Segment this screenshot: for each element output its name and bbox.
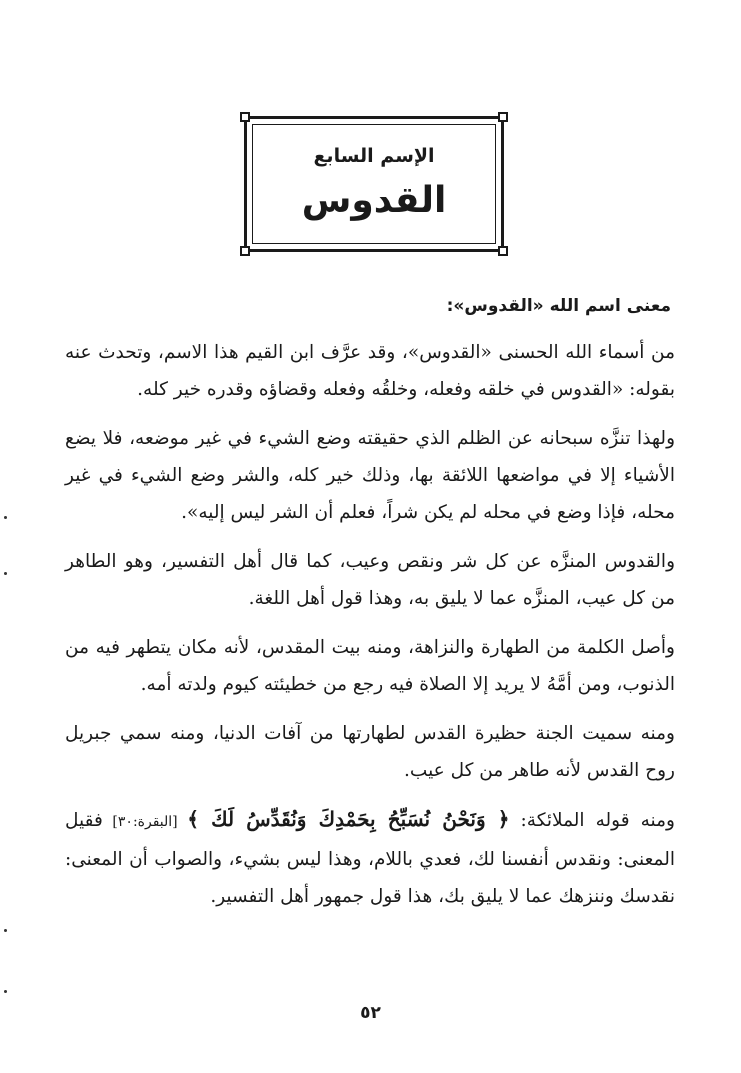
quran-verse: ﴿ وَنَحْنُ نُسَبِّحُ بِحَمْدِكَ وَنُقَدِّسُ لَكَ ﴾ [187, 807, 510, 831]
paragraph-2: ولهذا تنزَّه سبحانه عن الظلم الذي حقيقته وضع الشيء في غير موضعه، فلا يضع الأشياء إلا في مواضعها اللائقة بها، وذلك خير كله، والشر وضع الشيء في غير محله، فإذا وضع في محله لم يكن شراً، فعلم أن الشر ليس إليه». [65, 428, 675, 523]
chapter-label: الإسم السابع [313, 145, 435, 167]
margin-speck [4, 929, 7, 932]
chapter-name: القدوس [301, 180, 447, 221]
margin-speck [4, 516, 7, 519]
paragraph-3: والقدوس المنزَّه عن كل شر ونقص وعيب، كما قال أهل التفسير، وهو الطاهر من كل عيب، المنزَّه عما لا يليق به، وهذا قول أهل اللغة. [65, 551, 675, 609]
paragraph-6-rest: فقيل المعنى: ونقدس أنفسنا لك، فعدي باللام، وهذا ليس بشيء، والصواب أن المعنى: نقدسك وننزهك عما لا يليق بك، هذا قول جمهور أهل التفسير. [65, 810, 675, 907]
margin-speck [4, 572, 7, 575]
body-text [65, 334, 675, 927]
page-number: ٥٢ [360, 1003, 381, 1023]
frame-corner-ornament [240, 246, 250, 256]
verse-reference: [البقرة:٣٠] [102, 814, 188, 830]
frame-corner-ornament [498, 246, 508, 256]
paragraph-6-intro: ومنه قوله الملائكة: [509, 810, 675, 831]
paragraph-5: ومنه سميت الجنة حظيرة القدس لطهارتها من آفات الدنيا، ومنه سمي جبريل روح القدس لأنه طاهر من كل عيب. [65, 723, 675, 781]
paragraph-6 [65, 801, 675, 915]
frame-corner-ornament [498, 112, 508, 122]
margin-speck [4, 990, 7, 993]
paragraph-1: من أسماء الله الحسنى «القدوس»، وقد عرَّف ابن القيم هذا الاسم، وتحدث عنه بقوله: «القدوس في خلقه وفعله، وخلقُه وفعله وقضاؤه وقدره خير كله. [65, 342, 675, 400]
frame-corner-ornament [240, 112, 250, 122]
chapter-title-frame [244, 116, 504, 252]
section-heading: معنى اسم الله «القدوس»: [446, 296, 671, 316]
paragraph-4: وأصل الكلمة من الطهارة والنزاهة، ومنه بيت المقدس، لأنه مكان يتطهر فيه من الذنوب، ومن أمَّهُ لا يريد إلا الصلاة فيه رجع من خطيئته كيوم ولدته أمه. [65, 637, 675, 695]
